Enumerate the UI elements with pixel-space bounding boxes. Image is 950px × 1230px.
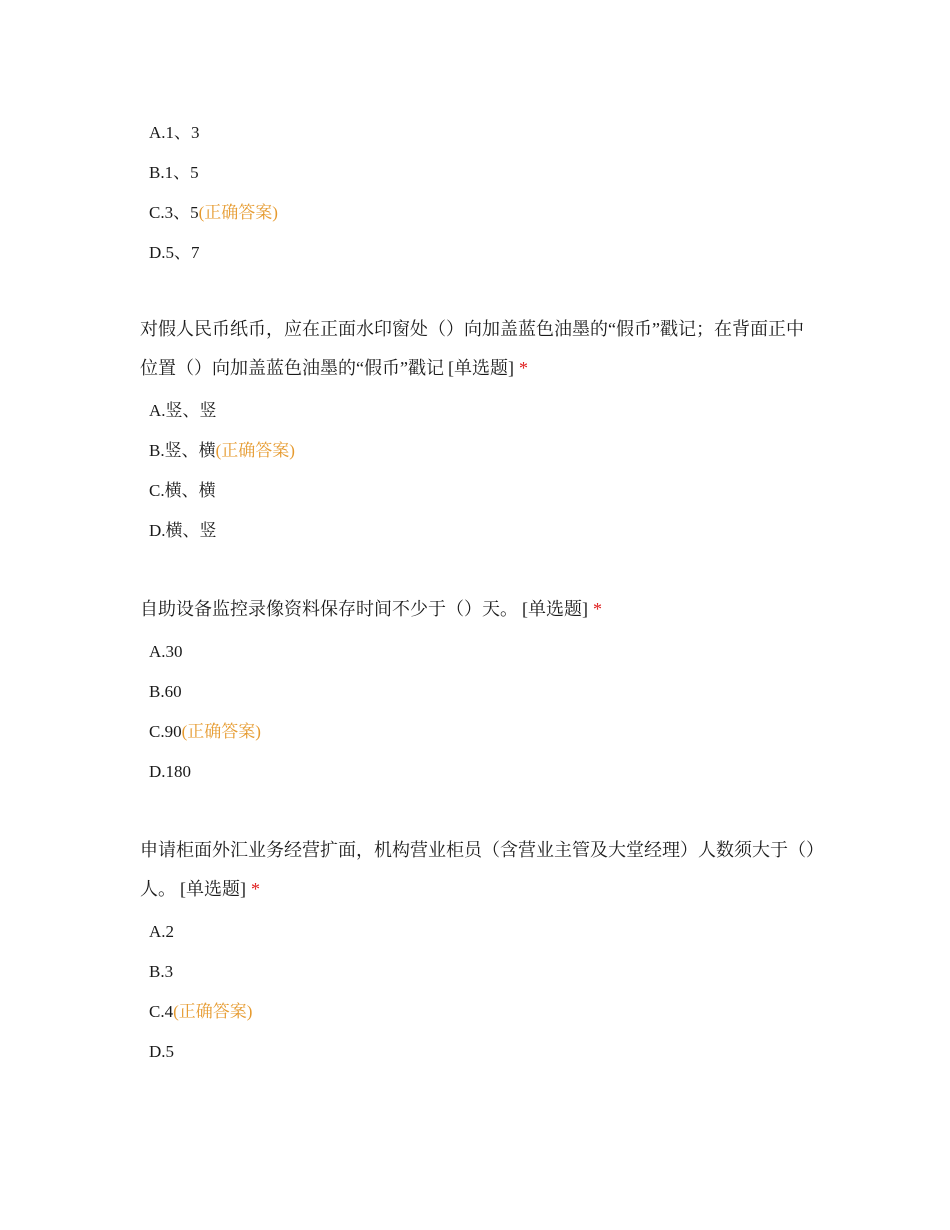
- question-2-options: [140, 391, 820, 551]
- option-d: [140, 233, 820, 273]
- question-type-tag: [单选题]: [522, 599, 588, 619]
- option-label: C.90: [149, 722, 182, 741]
- option-d: [140, 511, 820, 551]
- option-label: D.横、竖: [149, 521, 217, 540]
- question-text: 申请柜面外汇业务经营扩面，机构营业柜员（含营业主管及大堂经理）人数须大于（）人。: [140, 840, 815, 899]
- option-label: B.3: [149, 962, 174, 981]
- option-c: [140, 712, 820, 752]
- question-text: 对假人民币纸币，应在正面水印窗处（）向加盖蓝色油墨的“假币”戳记；在背面正中位置（）向加盖蓝色油墨的“假币”戳记: [140, 319, 804, 378]
- option-d: [140, 752, 820, 792]
- option-label: B.1、5: [149, 163, 199, 182]
- option-b: [140, 153, 820, 193]
- correct-answer-tag: (正确答案): [198, 203, 278, 222]
- option-a: [140, 632, 820, 672]
- question-stem: [140, 590, 820, 629]
- correct-answer-tag: (正确答案): [215, 441, 295, 460]
- option-label: D.5: [149, 1042, 175, 1061]
- option-d: [140, 1032, 820, 1072]
- option-label: A.竖、竖: [149, 401, 217, 420]
- option-label: D.180: [149, 762, 192, 781]
- question-stem: [140, 831, 820, 909]
- correct-answer-tag: (正确答案): [173, 1002, 253, 1021]
- option-label: A.30: [149, 642, 183, 661]
- option-b: [140, 431, 820, 471]
- option-label: D.5、7: [149, 243, 200, 262]
- option-a: [140, 912, 820, 952]
- correct-answer-tag: (正确答案): [181, 722, 261, 741]
- option-label: C.横、横: [149, 481, 216, 500]
- question-1-options: [140, 113, 820, 273]
- question-4: [140, 831, 820, 1072]
- option-label: C.3、5: [149, 203, 199, 222]
- question-stem: [140, 310, 820, 388]
- question-1: [140, 113, 820, 273]
- option-label: C.4: [149, 1002, 174, 1021]
- option-a: [140, 113, 820, 153]
- option-b: [140, 952, 820, 992]
- question-text: 自助设备监控录像资料保存时间不少于（）天。: [140, 599, 518, 619]
- required-mark: *: [593, 599, 602, 619]
- question-2: [140, 310, 820, 551]
- question-3: [140, 590, 820, 792]
- option-c: [140, 471, 820, 511]
- question-3-options: [140, 632, 820, 792]
- option-a: [140, 391, 820, 431]
- required-mark: *: [518, 358, 528, 378]
- option-label: A.1、3: [149, 123, 200, 142]
- option-label: B.竖、横: [149, 441, 216, 460]
- option-label: B.60: [149, 682, 182, 701]
- question-4-options: [140, 912, 820, 1072]
- question-type-tag: [单选题]: [447, 358, 514, 378]
- option-b: [140, 672, 820, 712]
- option-c: [140, 992, 820, 1032]
- question-type-tag: [单选题]: [180, 879, 246, 899]
- option-label: A.2: [149, 922, 175, 941]
- required-mark: *: [251, 879, 260, 899]
- option-c: [140, 193, 820, 233]
